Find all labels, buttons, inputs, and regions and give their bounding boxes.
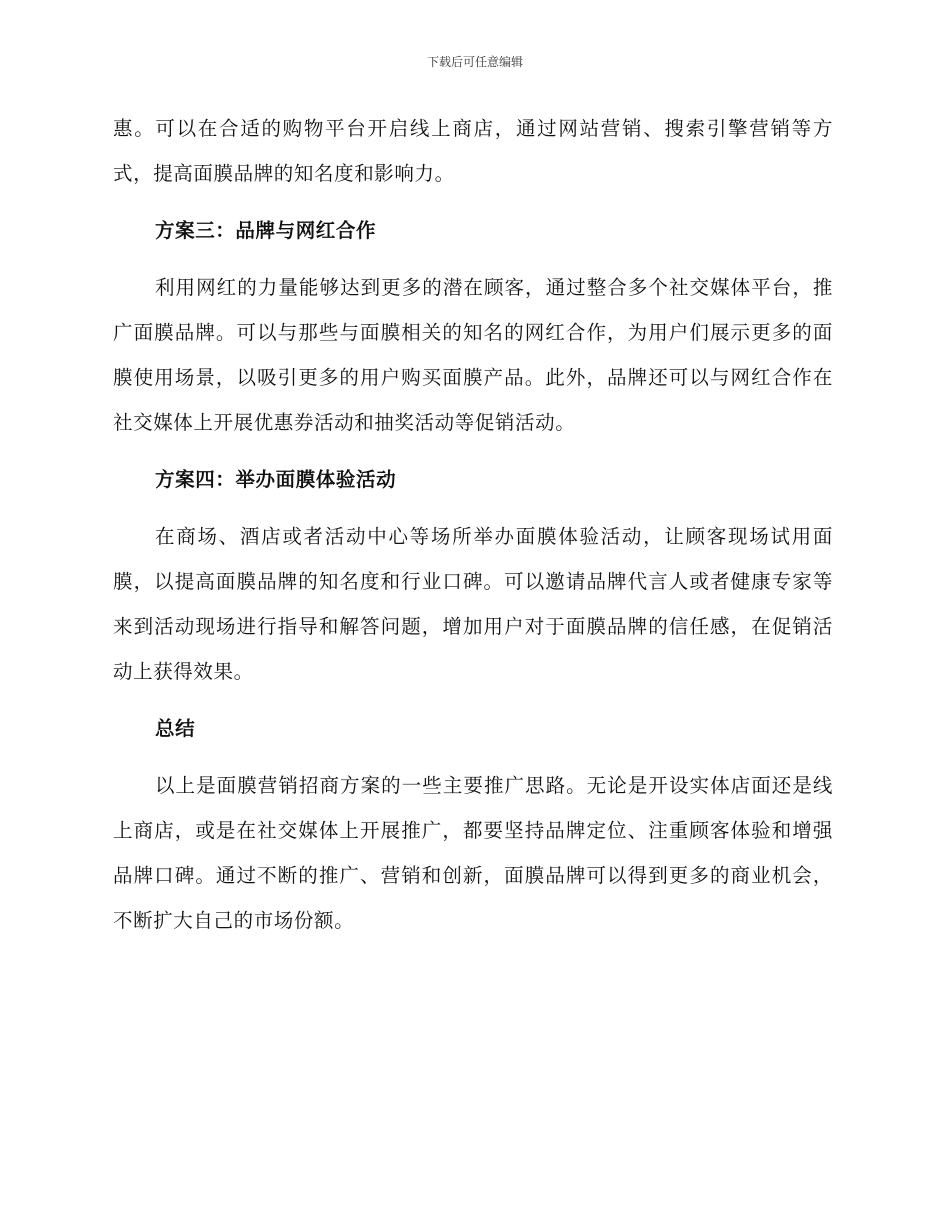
paragraph-plan-three: 利用网红的力量能够达到更多的潜在顾客，通过整合多个社交媒体平台，推广面膜品牌。可以与那些与面膜相关的知名的网红合作，为用户们展示更多的面膜使用场景，以吸引更多的用户购买面膜产品。此外，品牌还可以与网红合作在社交媒体上开展优惠券活动和抽奖活动等促销活动。 [113, 276, 833, 434]
paragraph-continued: 惠。可以在合适的购物平台开启线上商店，通过网站营销、搜索引擎营销等方式，提高面膜品牌的知名度和影响力。 [113, 117, 833, 185]
page-header-note: 下载后可任意编辑 [426, 55, 523, 69]
section-heading-plan-four: 方案四：举办面膜体验活动 [155, 468, 397, 491]
section-heading-plan-three: 方案三：品牌与网红合作 [155, 219, 377, 242]
section-heading-summary: 总结 [155, 717, 196, 740]
document-body [113, 106, 833, 955]
paragraph-plan-four: 在商场、酒店或者活动中心等场所举办面膜体验活动，让顾客现场试用面膜，以提高面膜品牌的知名度和行业口碑。可以邀请品牌代言人或者健康专家等来到活动现场进行指导和解答问题，增加用户对于面膜品牌的信任感，在促销活动上获得效果。 [113, 525, 833, 683]
paragraph-summary: 以上是面膜营销招商方案的一些主要推广思路。无论是开设实体店面还是线上商店，或是在社交媒体上开展推广，都要坚持品牌定位、注重顾客体验和增强品牌口碑。通过不断的推广、营销和创新，面膜品牌可以得到更多的商业机会，不断扩大自己的市场份额。 [113, 774, 833, 932]
